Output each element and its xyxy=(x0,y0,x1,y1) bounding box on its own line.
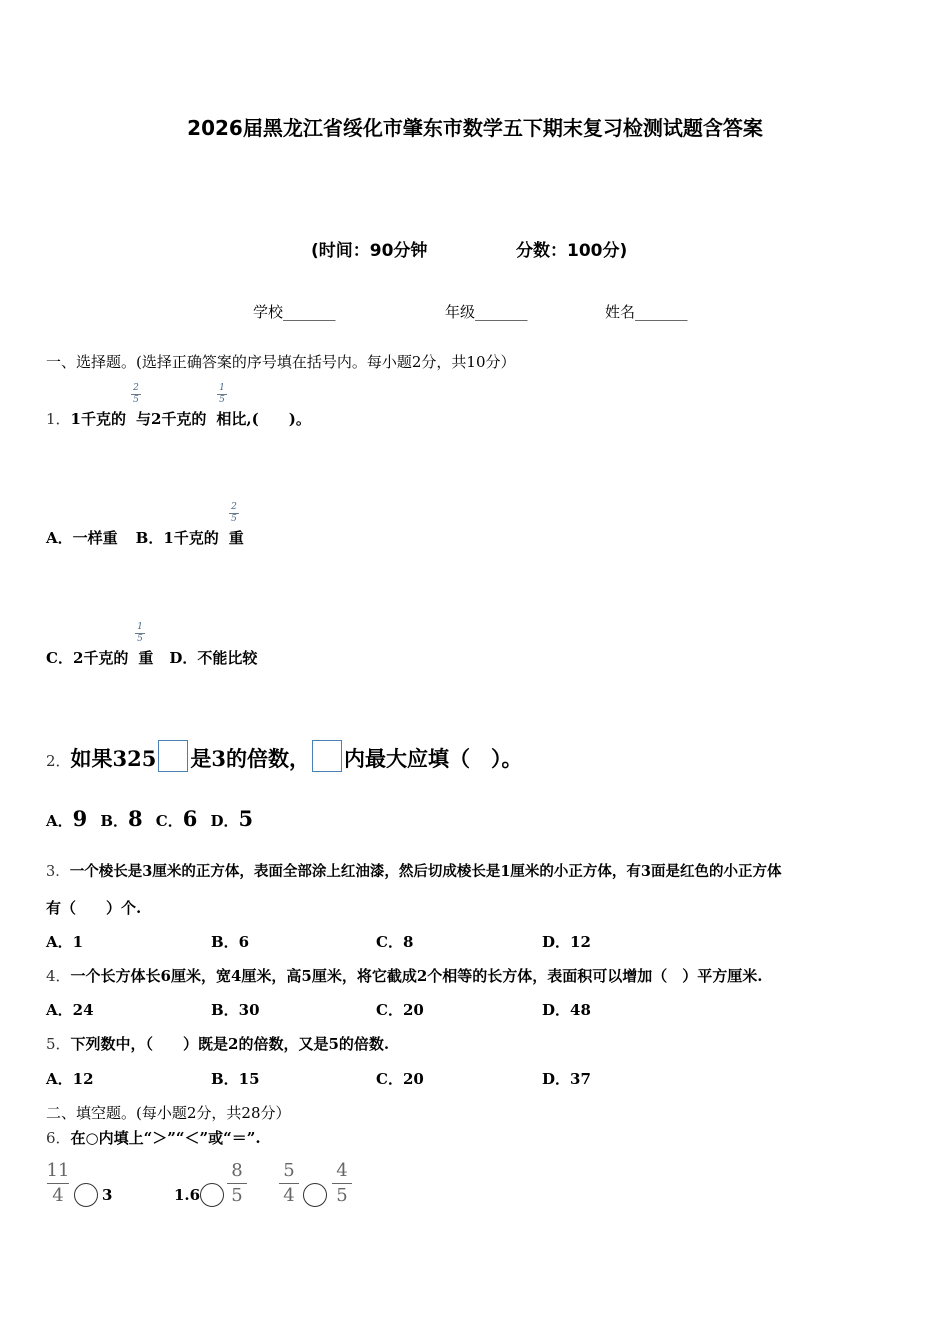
option-a: A．24 xyxy=(46,1001,94,1019)
name-field: 姓名_______ xyxy=(605,303,688,321)
option-b-value: 8 xyxy=(128,806,143,831)
compare-circle[interactable] xyxy=(200,1183,224,1207)
option-b: B．1千克的 xyxy=(135,529,219,547)
option-a: A．1 xyxy=(46,933,84,951)
page-title: 2026届黑龙江省绥化市肇东市数学五下期末复习检测试题含答案 xyxy=(187,116,763,140)
question-6: 6．在○内填上“＞”“＜”或“＝”. xyxy=(46,1129,261,1147)
question-3: 3．一个棱长是3厘米的正方体，表面全部涂上红油漆，然后切成棱长是1厘米的小正方体，有3面是红色的小正方体 xyxy=(46,863,782,880)
fraction-five-fourths: 5 4 xyxy=(277,1160,301,1207)
school-field: 学校_______ xyxy=(253,303,336,321)
option-a-value: 9 xyxy=(72,806,88,831)
question-2: 2．如果325 是3的倍数， 内最大应填（ ）。 xyxy=(46,740,523,773)
question-4: 4．一个长方体长6厘米，宽4厘米，高5厘米，将它截成2个相等的长方体，表面积可以增加（ ）平方厘米. xyxy=(46,967,763,985)
option-d: D．12 xyxy=(542,933,591,951)
compare-value: 1.6 xyxy=(174,1186,201,1204)
option-b: B．6 xyxy=(211,933,250,951)
question-1: 1．1千克的 与2千克的 相比,( )。 xyxy=(46,410,311,428)
option-d: D．37 xyxy=(542,1070,591,1088)
option-a: A．12 xyxy=(46,1070,94,1088)
option-d: D．不能比较 xyxy=(169,649,258,667)
fraction-eleven-fourths: 11 4 xyxy=(46,1160,70,1206)
fraction-eight-fifths: 8 5 xyxy=(225,1160,249,1207)
question-5: 5．下列数中，（ ）既是2的倍数，又是5的倍数. xyxy=(46,1035,390,1053)
question-3-line2: 有（ ）个. xyxy=(46,899,142,917)
option-d-value: 5 xyxy=(238,806,254,831)
blank-box xyxy=(312,740,342,772)
exam-time: (时间：90分钟 xyxy=(311,241,428,261)
question-number: 1． xyxy=(46,410,71,428)
compare-circle[interactable] xyxy=(74,1183,98,1207)
fraction-two-fifths: 2 5 xyxy=(131,384,141,405)
section-1-heading: 一、选择题。(选择正确答案的序号填在括号内。每小题2分，共10分） xyxy=(46,353,516,371)
compare-circle[interactable] xyxy=(303,1183,327,1207)
fraction-four-fifths: 4 5 xyxy=(330,1160,354,1207)
fraction-one-fifth: 1 5 xyxy=(217,384,227,405)
option-c-value: 6 xyxy=(182,806,198,831)
compare-value: 3 xyxy=(102,1186,113,1204)
grade-field: 年级_______ xyxy=(445,303,528,321)
option-c: C．20 xyxy=(376,1070,424,1088)
section-2-heading: 二、填空题。(每小题2分，共28分） xyxy=(46,1104,291,1122)
option-d: D．48 xyxy=(542,1001,591,1019)
option-c: C．20 xyxy=(376,1001,424,1019)
blank-box xyxy=(158,740,188,772)
q1-options-cd: C．2千克的 重 D．不能比较 xyxy=(46,649,258,667)
q2-options: A．9 B．8 C．6 D．5 xyxy=(46,806,254,831)
fraction-one-fifth: 1 5 xyxy=(135,623,145,644)
option-c: C．8 xyxy=(376,933,414,951)
option-a: A．一样重 xyxy=(46,529,118,547)
option-b: B．30 xyxy=(211,1001,260,1019)
exam-score: 分数：100分) xyxy=(516,241,628,261)
option-c: C．2千克的 xyxy=(46,649,129,667)
option-b: B．15 xyxy=(211,1070,260,1088)
fraction-two-fifths: 2 5 xyxy=(229,503,239,524)
q1-options-ab: A．一样重 B．1千克的 重 xyxy=(46,529,244,547)
